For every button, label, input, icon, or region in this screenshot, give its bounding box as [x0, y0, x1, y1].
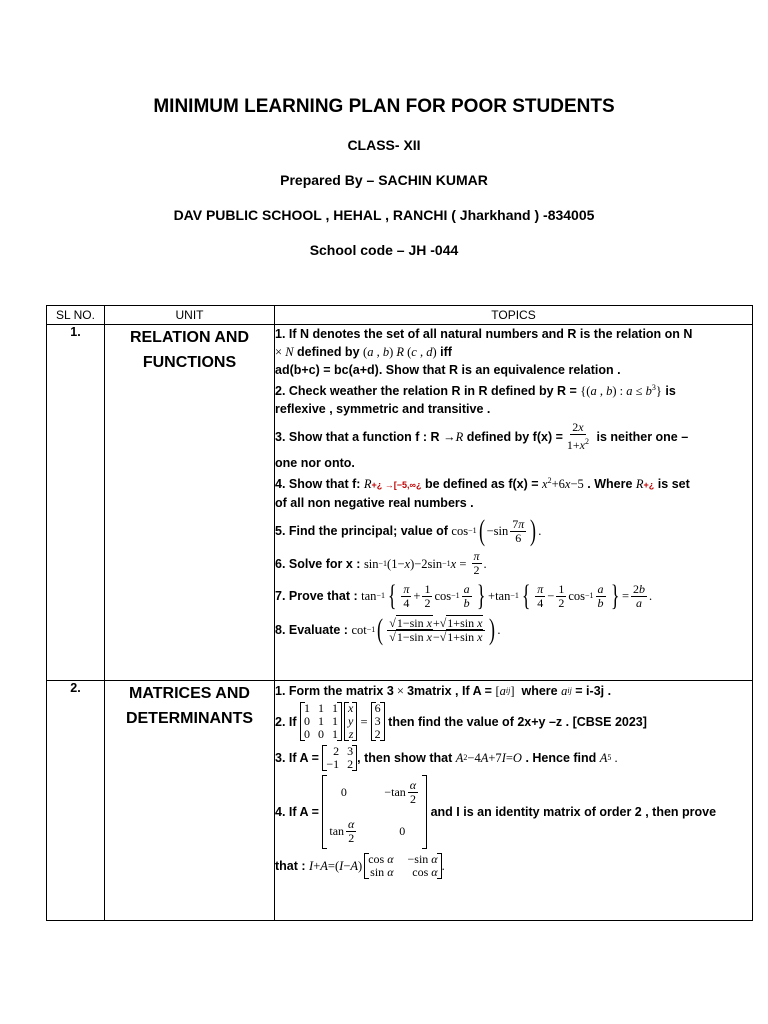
topic-4-line-1: 4. Show that f: R+¿ →[−5,∞¿ be defined as $f(x) = x^2+6x-5$ . Where R+¿ is set — [275, 476, 690, 492]
document-title: MINIMUM LEARNING PLAN FOR POOR STUDENTS — [153, 96, 615, 117]
unit-line-1: MATRICES AND — [129, 685, 250, 702]
topic-3-line-1: 3. Show that a function f : R → R defined by f(x) = $\frac{2x}{1+x^2}$ is neither one – — [275, 420, 689, 453]
topic-7: 7. Prove that : tan −1 { $\frac{\pi}{4}$ + $\frac{1}{2}$ cos −1 $\frac{a}{b}$ } +tan −1 { $\frac{\pi}{4}$ − $\frac{1}{2}$ cos −1 $\frac{a}{b}$ } = $\frac{2b}{a}$ . — [275, 579, 653, 613]
unit-line-2: FUNCTIONS — [142, 354, 237, 371]
unit-line-2: DETERMINANTS — [125, 710, 254, 727]
unit-line-1: RELATION AND — [129, 329, 250, 346]
row-topics — [275, 325, 753, 681]
matrix-topic-2: 2. If 1 1 1 0 1 1 0 0 1 x y z = 6 3 2 then find the value of 2x+y –z . [CBSE 2023] — [275, 701, 647, 741]
topic-8: 8. Evaluate : cot −1 ( $\frac{\text{√1−sin x+√1+sin x}}{\text{√1−sin x−√1+sin x}}$ ) . — [275, 613, 501, 647]
class-label: CLASS- XII — [347, 137, 421, 153]
topic-5: 5. Find the principal; value of cos −1 ( −sin $\frac{7\pi}{6}$ ) . — [275, 514, 542, 548]
header-sl-no: SL NO. — [47, 306, 105, 325]
topic-1-line-2: × N defined by (a , b) R (c , d) iff — [275, 345, 452, 359]
row-sl-number: 2. — [47, 681, 105, 921]
topic-4-line-2: of all non negative real numbers . — [275, 496, 474, 511]
table-row — [47, 681, 753, 921]
header-unit: UNIT — [105, 306, 275, 325]
school-name: DAV PUBLIC SCHOOL , HEHAL , RANCHI ( Jharkhand ) -834005 — [173, 207, 595, 223]
topic-3-line-2: one nor onto. — [275, 456, 355, 471]
prepared-by: Prepared By – SACHIN KUMAR — [280, 172, 488, 188]
header-topics: TOPICS — [275, 306, 753, 325]
topic-1-line-3: ad(b+c) = bc(a+d). Show that R is an equivalence relation . — [275, 363, 621, 377]
table-row — [47, 325, 753, 681]
matrix-topic-1: 1. Form the matrix 3 × 3matrix , If A = [ a ij ] where a ij = i-3j . — [275, 684, 612, 698]
row-topics — [275, 681, 753, 921]
matrix-topic-4-line-2: that : I + A =( I − A ) cos α −sin α sin α cos α . — [275, 852, 445, 879]
topic-2-line-1: 2. Check weather the relation R in R defined by R = {(a , b) : $a \le b^3$} is — [275, 383, 676, 399]
topic-6: 6. Solve for x : sin −1 (1− x )−2sin −1 x = $\frac{\pi}{2}$ . — [275, 549, 487, 578]
matrix-topic-3: 3. If A = 2 3 −1 2 , then show that A 2 −4 A +7 I = O . Hence find A 5 . — [275, 744, 618, 771]
school-code: School code – JH -044 — [309, 242, 459, 258]
row-sl-number: 1. — [47, 325, 105, 681]
topic-2-line-2: reflexive , symmetric and transitive . — [275, 402, 491, 417]
learning-plan-table — [46, 305, 753, 921]
topic-1-line-1: 1. If N denotes the set of all natural numbers and R is the relation on N — [275, 327, 693, 341]
row-unit — [105, 325, 275, 681]
table-header-row — [47, 306, 753, 325]
row-unit — [105, 681, 275, 921]
matrix-topic-4: 4. If A = 0 −tan $\frac{\alpha}{2}$ tan $\frac{\alpha}{2}$ 0 and I is an identity matrix of order 2 , then prove — [275, 775, 752, 849]
